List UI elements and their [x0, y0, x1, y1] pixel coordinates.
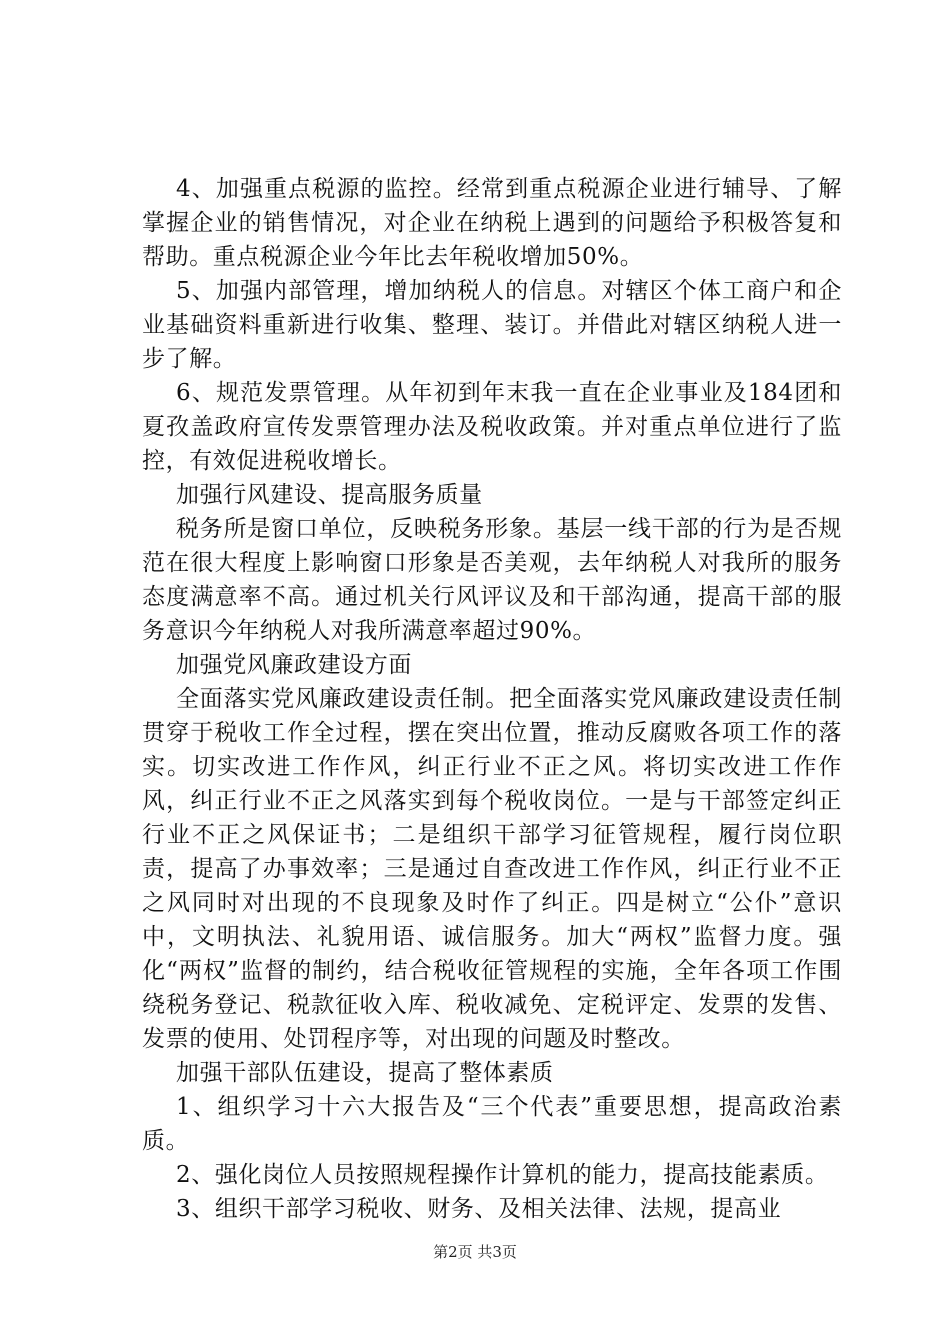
paragraph-computer-skills: 2、强化岗位人员按照规程操作计算机的能力，提高技能素质。 — [176, 1162, 829, 1188]
paragraph-service-window: 税务所是窗口单位，反映税务形象。基层一线干部的行为是否规范在很大程度上影响窗口形象是否美观，去年纳税人对我所的服务态度满意率不高。通过机关行风评议及和干部沟通，提高干部的服务意识今年纳税人对我所满意率超过90%。 — [142, 516, 842, 644]
paragraph-invoice-management: 6、规范发票管理。从年初到年末我一直在企业事业及184团和夏孜盖政府宣传发票管理办法及税收政策。并对重点单位进行了监控，有效促进税收增长。 — [142, 380, 842, 474]
paragraph-integrity-responsibility: 全面落实党风廉政建设责任制。把全面落实党风廉政建设责任制贯穿于税收工作全过程，摆在突出位置，推动反腐败各项工作的落实。切实改进工作作风，纠正行业不正之风。将切实改进工作作风，纠正行业不正之风落实到每个税收岗位。一是与干部签定纠正行业不正之风保证书；二是组织干部学习征管规程，履行岗位职责，提高了办事效率；三是通过自查改进工作作风，纠正行业不正之风同时对出现的不良现象及时作了纠正。四是树立“公仆”意识中，文明执法、礼貌用语、诚信服务。加大“两权”监督力度。强化“两权”监督的制约，结合税收征管规程的实施，全年各项工作围绕税务登记、税款征收入库、税收减免、定税评定、发票的发售、发票的使用、处罚程序等，对出现的问题及时整改。 — [142, 686, 842, 1052]
paragraph-law-study: 3、组织干部学习税收、财务、及相关法律、法规，提高业 — [176, 1196, 782, 1222]
paragraph-political-study: 1、组织学习十六大报告及“三个代表”重要思想，提高政治素质。 — [142, 1094, 842, 1154]
page-footer — [0, 1242, 950, 1262]
section-heading-conduct-service: 加强行风建设、提高服务质量 — [176, 482, 483, 508]
section-heading-team-building: 加强干部队伍建设，提高了整体素质 — [176, 1060, 554, 1086]
paragraph-internal-management: 5、加强内部管理，增加纳税人的信息。对辖区个体工商户和企业基础资料重新进行收集、整理、装订。并借此对辖区纳税人进一步了解。 — [142, 278, 842, 372]
page-indicator: 第2页 共3页 — [433, 1243, 517, 1261]
document-body — [142, 172, 842, 1226]
section-heading-integrity: 加强党风廉政建设方面 — [176, 652, 412, 678]
paragraph-key-source-monitoring: 4、加强重点税源的监控。经常到重点税源企业进行辅导、了解掌握企业的销售情况，对企业在纳税上遇到的问题给予积极答复和帮助。重点税源企业今年比去年税收增加50%。 — [142, 176, 842, 270]
